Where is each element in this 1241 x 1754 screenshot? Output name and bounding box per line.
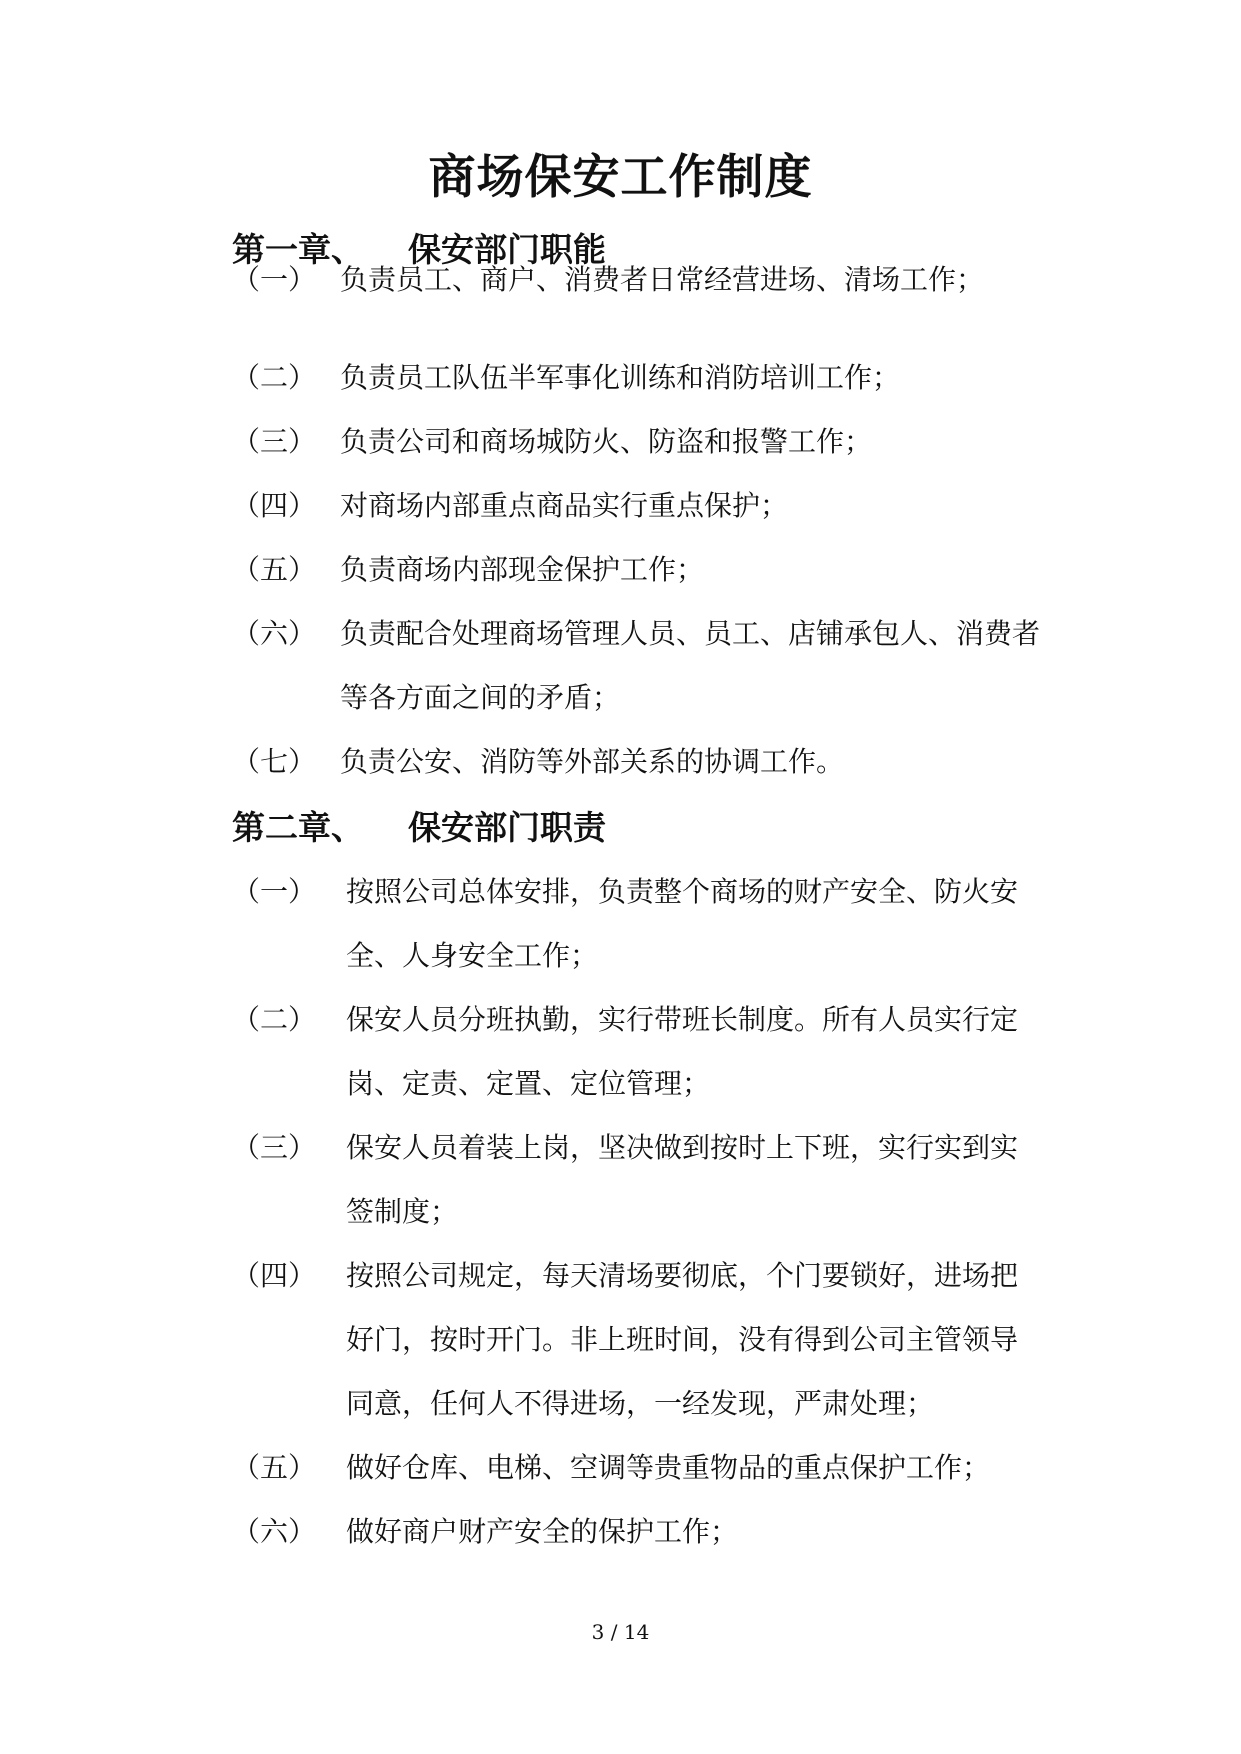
chapter-2-item-4-continuation-2: 同意，任何人不得进场，一经发现，严肃处理； — [346, 1387, 935, 1420]
item-number: （二） — [232, 1003, 317, 1036]
item-text: 按照公司总体安排，负责整个商场的财产安全、防火安 — [346, 875, 1019, 908]
item-number: （一） — [232, 263, 317, 296]
item-number: （七） — [232, 745, 317, 778]
item-text: 保安人员分班执勤，实行带班长制度。所有人员实行定 — [346, 1003, 1019, 1036]
chapter-2-item-1-continuation: 全、人身安全工作； — [346, 939, 599, 972]
item-text: 负责商场内部现金保护工作； — [340, 553, 705, 586]
item-text: 保安人员着装上岗，坚决做到按时上下班，实行实到实 — [346, 1131, 1019, 1164]
item-number: （四） — [232, 489, 317, 522]
item-text: 负责员工队伍半军事化训练和消防培训工作； — [340, 361, 901, 394]
item-number: （三） — [232, 425, 317, 458]
item-number: （二） — [232, 361, 317, 394]
document-title: 商场保安工作制度 — [428, 150, 813, 205]
chapter-2-heading — [232, 806, 606, 850]
chapter-1-number: 第一章、 — [232, 230, 364, 269]
item-number: （一） — [232, 875, 317, 908]
page-number: 3 / 14 — [591, 1620, 650, 1644]
chapter-1-name: 保安部门职能 — [408, 230, 606, 269]
item-number: （三） — [232, 1131, 317, 1164]
chapter-2-item-4-continuation-1: 好门，按时开门。非上班时间，没有得到公司主管领导 — [346, 1323, 1019, 1356]
item-text: 负责员工、商户、消费者日常经营进场、清场工作； — [340, 263, 985, 296]
chapter-2-item-3-continuation: 签制度； — [346, 1195, 459, 1228]
item-number: （六） — [232, 617, 317, 650]
item-text: 负责公安、消防等外部关系的协调工作。 — [340, 745, 845, 778]
item-text: 对商场内部重点商品实行重点保护； — [340, 489, 789, 522]
item-number: （五） — [232, 1451, 317, 1484]
chapter-2-number: 第二章、 — [232, 808, 364, 847]
chapter-2-item-2-continuation: 岗、定责、定置、定位管理； — [346, 1067, 711, 1100]
item-number: （四） — [232, 1259, 317, 1292]
item-text: 负责公司和商场城防火、防盗和报警工作； — [340, 425, 873, 458]
item-text: 做好仓库、电梯、空调等贵重物品的重点保护工作； — [346, 1451, 991, 1484]
item-number: （五） — [232, 553, 317, 586]
item-number: （六） — [232, 1515, 317, 1548]
item-text: 负责配合处理商场管理人员、员工、店铺承包人、消费者 — [340, 617, 1041, 650]
item-text: 按照公司规定，每天清场要彻底，个门要锁好，进场把 — [346, 1259, 1019, 1292]
chapter-1-item-6-continuation: 等各方面之间的矛盾； — [340, 681, 621, 714]
chapter-2-name: 保安部门职责 — [408, 808, 606, 847]
item-text: 做好商户财产安全的保护工作； — [346, 1515, 739, 1548]
